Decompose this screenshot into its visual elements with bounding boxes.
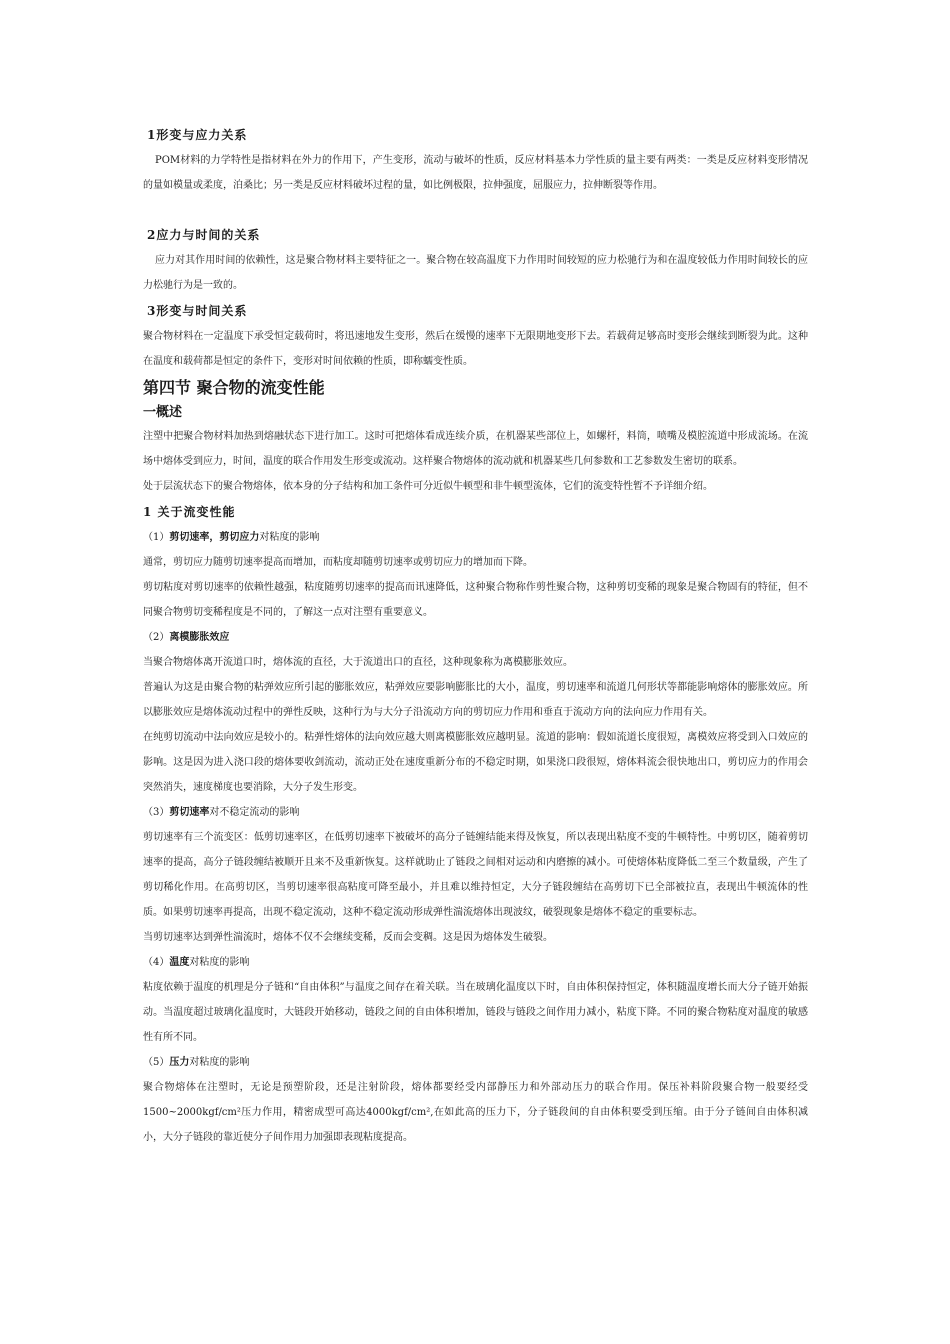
item-5-heading: （5）压力对粘度的影响 [143, 1057, 250, 1068]
overview-para-2: 处于层流状态下的聚合物熔体，依本身的分子结构和加工条件可分近似牛顿型和非牛顿型流体，它们的流变特性暂不予详细介绍。 [143, 481, 713, 492]
item-3-heading: （3）剪切速率对不稳定流动的影响 [143, 807, 300, 818]
document-page [143, 122, 808, 1150]
overview-para-1: 注塑中把聚合物材料加热到熔融状态下进行加工。这时可把熔体看成连续介质，在机器某些部位上，如螺杆，料筒，喷嘴及模腔流道中形成流场。在流场中熔体受到应力，时间，温度的联合作用发生形变或流动。这样聚合物熔体的流动就和机器某些几何参数和工艺参数发生密切的联系。 [143, 431, 808, 467]
heading-strain-stress: 1形变与应力关系 [147, 128, 248, 142]
heading-stress-time: 2应力与时间的关系 [147, 228, 261, 242]
item-1-heading: （1）剪切速率，剪切应力对粘度的影响 [143, 532, 320, 543]
item-2-para-1: 当聚合物熔体离开流道口时，熔体流的直径，大于流道出口的直径，这种现象称为离模膨胀效应。 [143, 657, 573, 668]
section-title: 第四节 聚合物的流变性能 [143, 378, 325, 397]
rheology-title: 1 关于流变性能 [143, 505, 236, 519]
item-4-heading: （4）温度对粘度的影响 [143, 957, 250, 968]
item-2-para-2: 普遍认为这是由聚合物的粘弹效应所引起的膨胀效应，粘弹效应要影响膨胀比的大小，温度，剪切速率和流道几何形状等都能影响熔体的膨胀效应。所以膨胀效应是熔体流动过程中的弹性反映，这种行为与大分子沿流动方向的剪切应力作用和垂直于流动方向的法向应力作用有关。 [143, 682, 808, 718]
item-3-para-1: 剪切速率有三个流变区：低剪切速率区，在低剪切速率下被破坏的高分子链缠结能来得及恢复，所以表现出粘度不变的牛顿特性。中剪切区，随着剪切速率的提高，高分子链段缠结被顺开且来不及重新恢复。这样就助止了链段之间相对运动和内磨擦的减小。可使熔体粘度降低二至三个数量级，产生了剪切稀化作用。在高剪切区，当剪切速率很高粘度可降至最小，并且难以维持恒定，大分子链段缠结在高剪切下已全部被拉直，表现出牛顿流体的性质。如果剪切速率再提高，出现不稳定流动，这种不稳定流动形成弹性湍流熔体出现波纹，破裂现象是熔体不稳定的重要标志。 [143, 832, 808, 918]
para-stress-time: 应力对其作用时间的依赖性，这是聚合物材料主要特征之一。聚合物在较高温度下力作用时间较短的应力松驰行为和在温度较低力作用时间较长的应力松驰行为是一致的。 [143, 255, 808, 291]
para-strain-stress: POM材料的力学特性是指材料在外力的作用下，产生变形，流动与破坏的性质，反应材料基本力学性质的量主要有两类：一类是反应材料变形情况的量如模量或柔度，泊桑比；另一类是反应材料破坏过程的量，如比例极限，拉伸强度，屈服应力，拉伸断裂等作用。 [143, 155, 808, 191]
item-1-para-2: 剪切粘度对剪切速率的依赖性越强，粘度随剪切速率的提高而讯速降低，这种聚合物称作剪性聚合物，这种剪切变稀的现象是聚合物固有的特征，但不同聚合物剪切变稀程度是不同的，了解这一点对注塑有重要意义。 [143, 582, 808, 618]
para-strain-time: 聚合物材料在一定温度下承受恒定载荷时，将迅速地发生变形，然后在缓慢的速率下无限期地变形下去。若载荷足够高时变形会继续到断裂为此。这种在温度和载荷都是恒定的条件下，变形对时间依赖的性质，即称蠕变性质。 [143, 331, 808, 367]
item-3-para-2: 当剪切速率达到弹性湍流时，熔体不仅不会继续变稀，反而会变稠。这是因为熔体发生破裂。 [143, 932, 553, 943]
item-5-para-1: 聚合物熔体在注塑时，无论是预塑阶段，还是注射阶段，熔体都要经受内部静压力和外部动压力的联合作用。保压补料阶段聚合物一般要经受1500~2000kgf/cm²压力作用，精密成型可高达4000kgf/cm²,在如此高的压力下，分子链段间的自由体积要受到压缩。由于分子链间自由体积减小，大分子链段的靠近使分子间作用力加强即表现粘度提高。 [143, 1082, 808, 1143]
overview-title: 一概述 [143, 405, 183, 420]
item-4-para-1: 粘度依赖于温度的机理是分子链和“自由体积”与温度之间存在着关联。当在玻璃化温度以下时，自由体积保持恒定，体积随温度增长而大分子链开始振动。当温度超过玻璃化温度时，大链段开始移动，链段之间的自由体积增加，链段与链段之间作用力减小，粘度下降。不同的聚合物粘度对温度的敏感性有所不同。 [143, 982, 808, 1043]
item-2-para-3: 在纯剪切流动中法向效应是较小的。粘弹性熔体的法向效应越大则离模膨胀效应越明显。流道的影响：假如流道长度很短，离模效应将受到入口效应的影响。这是因为进入浇口段的熔体要收剑流动，流动正处在速度重新分布的不稳定时期，如果浇口段很短，熔体料流会很快地出口，剪切应力的作用会突然消失，速度梯度也要消除，大分子发生形变。 [143, 732, 808, 793]
item-1-para-1: 通常，剪切应力随剪切速率提高而增加，而粘度却随剪切速率或剪切应力的增加而下降。 [143, 557, 533, 568]
item-2-heading: （2）离模膨胀效应 [143, 632, 230, 643]
heading-strain-time: 3形变与时间关系 [147, 304, 248, 318]
